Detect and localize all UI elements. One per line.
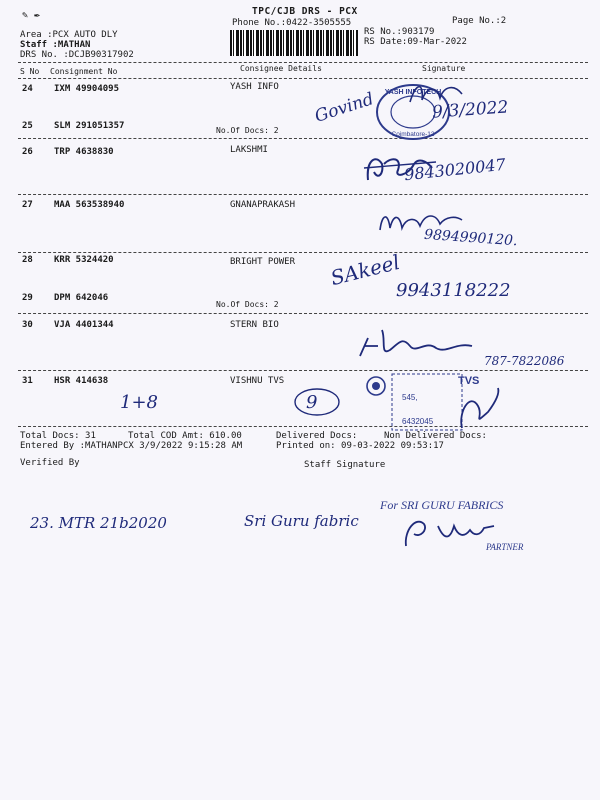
divider (18, 252, 588, 253)
row-consignment: SLM 291051357 (54, 121, 125, 131)
row-consignment: HSR 414638 (54, 376, 109, 386)
handwritten-name: Sri Guru fabric (244, 512, 359, 530)
area-label: Area :PCX AUTO DLY (20, 30, 118, 40)
handwritten-date: 23. MTR 21b2020 (30, 514, 167, 532)
tvs-stamp (362, 372, 502, 434)
handwritten-name: Govind (312, 89, 377, 127)
stamp-pin: 6432045 (402, 417, 434, 426)
divider (18, 78, 588, 79)
handwritten-phone: 9943118222 (396, 280, 511, 301)
signature-scribble (406, 78, 466, 108)
staff-signature-label: Staff Signature (304, 460, 386, 470)
signature-scribble (356, 326, 476, 366)
stamp-city: Coimbatore-12 (391, 131, 435, 138)
row-consignee: VISHNU TVS (230, 376, 285, 386)
divider (18, 426, 588, 427)
row-consignment: DPM 642046 (54, 293, 109, 303)
row-sno: 27 (22, 200, 33, 210)
drs-number: DRS No. :DCJB90317902 (20, 50, 134, 60)
printed-on: Printed on: 09-03-2022 09:53:17 (276, 441, 444, 451)
report-title: TPC/CJB DRS - PCX (252, 6, 358, 17)
col-sno: S No (20, 67, 40, 76)
row-consignment: TRP 4638830 (54, 147, 114, 157)
total-cod: Total COD Amt: 610.00 (128, 431, 242, 441)
col-signature: Signature (422, 64, 466, 73)
row-consignment: MAA 563538940 (54, 200, 125, 210)
row-sno: 30 (22, 320, 33, 330)
handwritten-phone: 787-7822086 (484, 354, 565, 368)
divider (18, 194, 588, 195)
non-delivered-docs: Non Delivered Docs: (384, 431, 487, 441)
circle-scribble (292, 386, 342, 418)
divider (18, 138, 588, 139)
partner-label: PARTNER (486, 542, 524, 552)
row-consignee: GNANAPRAKASH (230, 200, 296, 210)
row-sno: 29 (22, 293, 33, 303)
guru-stamp-heading: For SRI GURU FABRICS (380, 498, 504, 512)
row-consignment: KRR 5324420 (54, 255, 114, 265)
entered-by: Entered By :MATHANPCX 3/9/2022 9:15:28 AM (20, 441, 243, 451)
row-docs: No.Of Docs: 2 (216, 126, 279, 135)
col-consignee: Consignee Details (240, 64, 322, 73)
col-consignment: Consignment No (50, 67, 118, 76)
total-docs: Total Docs: 31 (20, 431, 96, 441)
row-consignment: VJA 4401344 (54, 320, 114, 330)
row-sno: 31 (22, 376, 33, 386)
handwritten-phone: 9894990120. (423, 226, 518, 250)
barcode (230, 30, 358, 56)
handwritten-note: 1+8 (120, 392, 158, 413)
row-sno: 26 (22, 147, 33, 157)
handwritten-phone: 9843020047 (403, 154, 507, 185)
stamp-address: 545, (402, 393, 418, 402)
phone-number: Phone No.:0422-3505555 (232, 18, 352, 28)
page-number: Page No.:2 (452, 16, 507, 26)
row-sno: 28 (22, 255, 33, 265)
handwritten-date: 9/3/2022 (431, 97, 509, 123)
divider (18, 370, 588, 371)
row-consignee: YASH INFO (230, 82, 279, 92)
row-consignee: BRIGHT POWER (230, 257, 296, 267)
row-consignee: STERN BIO (230, 320, 279, 330)
corner-mark-icon: ✎ ✒ (22, 10, 41, 21)
row-docs: No.Of Docs: 2 (216, 300, 279, 309)
handwritten-number: 9 (306, 392, 318, 413)
divider (18, 313, 588, 314)
divider (18, 62, 588, 63)
stamp-text: TVS (458, 375, 480, 387)
rs-number: RS No.:903179 (364, 27, 435, 37)
row-consignment: IXM 49904095 (54, 84, 120, 94)
row-sno: 24 (22, 84, 33, 94)
row-sno: 25 (22, 121, 33, 131)
rs-date: RS Date:09-Mar-2022 (364, 37, 467, 47)
verified-by: Verified By (20, 458, 80, 468)
handwritten-name: SAkeel (328, 249, 403, 291)
delivered-docs: Delivered Docs: (276, 431, 358, 441)
staff-label: Staff :MATHAN (20, 40, 91, 50)
stamp-text: YASH INFOTECH (384, 89, 442, 96)
row-consignee: LAKSHMI (230, 145, 268, 155)
